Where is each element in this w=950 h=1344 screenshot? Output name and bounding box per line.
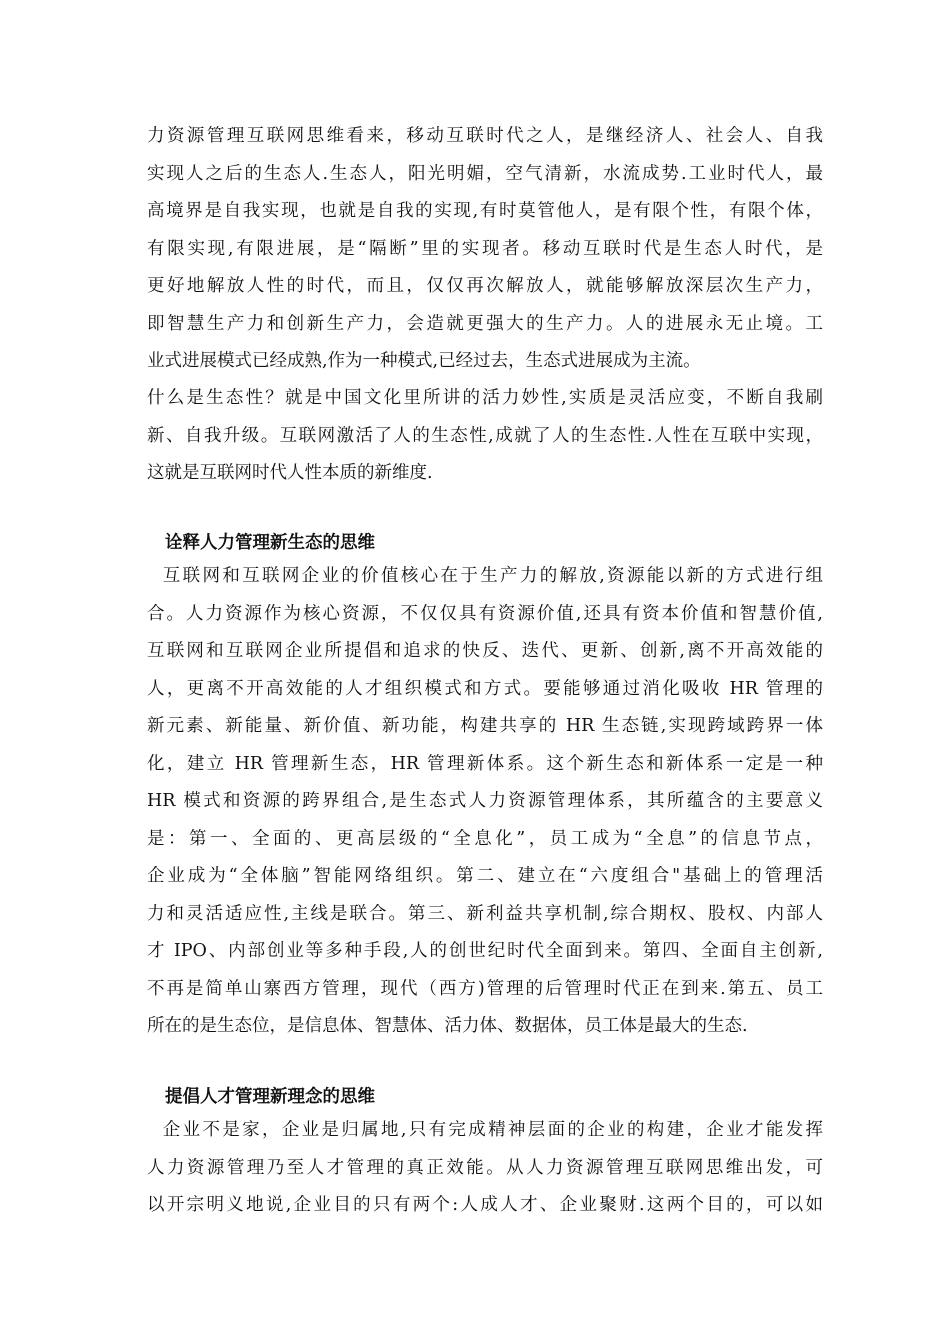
text-line: 才 IPO、内部创业等多种手段,人的创世纪时代全面到来。第四、全面自主创新, [147, 941, 823, 961]
text-line: 新元素、新能量、新价值、新功能，构建共享的 HR 生态链,实现跨域跨界一体 [147, 716, 823, 736]
text-line: 人力资源管理乃至人才管理的真正效能。从人力资源管理互联网思维出发，可 [147, 1157, 823, 1178]
text-line: 更好地解放人性的时代，而且，仅仅再次解放人，就能够解放深层次生产力， [147, 276, 823, 296]
text-line: 化，建立 HR 管理新生态，HR 管理新体系。这个新生态和新体系一定是一种 [147, 753, 823, 774]
text-line: 合。人力资源作为核心资源，不仅仅具有资源价值,还具有资本价值和智慧价值, [147, 603, 823, 624]
text-line: 业式进展模式已经成熟,作为一种模式,已经过去，生态式进展成为主流。 [147, 351, 701, 371]
text-line: 企业不是家，企业是归属地,只有完成精神层面的企业的构建，企业才能发挥 [147, 1120, 823, 1140]
paragraph-eco-human [147, 118, 823, 381]
text-line: 所在的是生态位，是信息体、智慧体、活力体、数据体，员工体是最大的生态. [147, 1016, 748, 1036]
section-heading: 提倡人才管理新理念的思维 [165, 1087, 375, 1107]
text-line: 实现人之后的生态人.生态人，阳光明媚，空气清新，水流成势.工业时代人，最 [147, 163, 823, 184]
text-line: 这就是互联网时代人性本质的新维度. [147, 463, 433, 483]
text-line: 不再是简单山寨西方管理，现代（西方)管理的后管理时代正在到来.第五、员工 [147, 978, 823, 999]
text-line: 什么是生态性？就是中国文化里所讲的活力妙性,实质是灵活应变，不断自我刷 [147, 388, 823, 408]
text-line: HR 模式和资源的跨界组合,是生态式人力资源管理体系，其所蕴含的主要意义 [147, 791, 823, 811]
paragraph-eco-nature [147, 380, 823, 493]
text-line: 有限实现,有限进展，是“隔断”里的实现者。移动互联时代是生态人时代，是 [147, 238, 823, 259]
text-line: 人，更离不开高效能的人才组织模式和方式。要能够通过消化吸收 HR 管理的 [147, 678, 823, 699]
text-line: 新、自我升级。互联网激活了人的生态性,成就了人的生态性.人性在互联中实现， [147, 425, 823, 446]
text-line: 互联网和互联网企业的价值核心在于生产力的解放,资源能以新的方式进行组 [147, 566, 823, 586]
text-line: 企业成为“全体脑”智能网络组织。第二、建立在“六度组合"基础上的管理活 [147, 866, 823, 886]
text-line: 力资源管理互联网思维看来，移动互联时代之人，是继经济人、社会人、自我 [147, 126, 823, 146]
paragraph-hr-ecosystem [147, 558, 823, 1046]
text-line: 力和灵活适应性,主线是联合。第三、新利益共享机制,综合期权、股权、内部人 [147, 903, 823, 924]
paragraph-talent-concept [147, 1112, 823, 1225]
text-line: 互联网和互联网企业所提倡和追求的快反、迭代、更新、创新,离不开高效能的 [147, 641, 823, 661]
text-line: 是：第一、全面的、更高层级的“全息化”，员工成为“全息”的信息节点， [147, 828, 823, 849]
text-line: 高境界是自我实现，也就是自我的实现,有时莫管他人，是有限个性，有限个体， [147, 201, 823, 221]
text-line: 即智慧生产力和创新生产力，会造就更强大的生产力。人的进展永无止境。工 [147, 313, 823, 334]
section-heading: 诠释人力管理新生态的思维 [165, 533, 375, 553]
text-line: 以开宗明义地说,企业目的只有两个:人成人才、企业聚财.这两个目的，可以如 [147, 1195, 823, 1215]
